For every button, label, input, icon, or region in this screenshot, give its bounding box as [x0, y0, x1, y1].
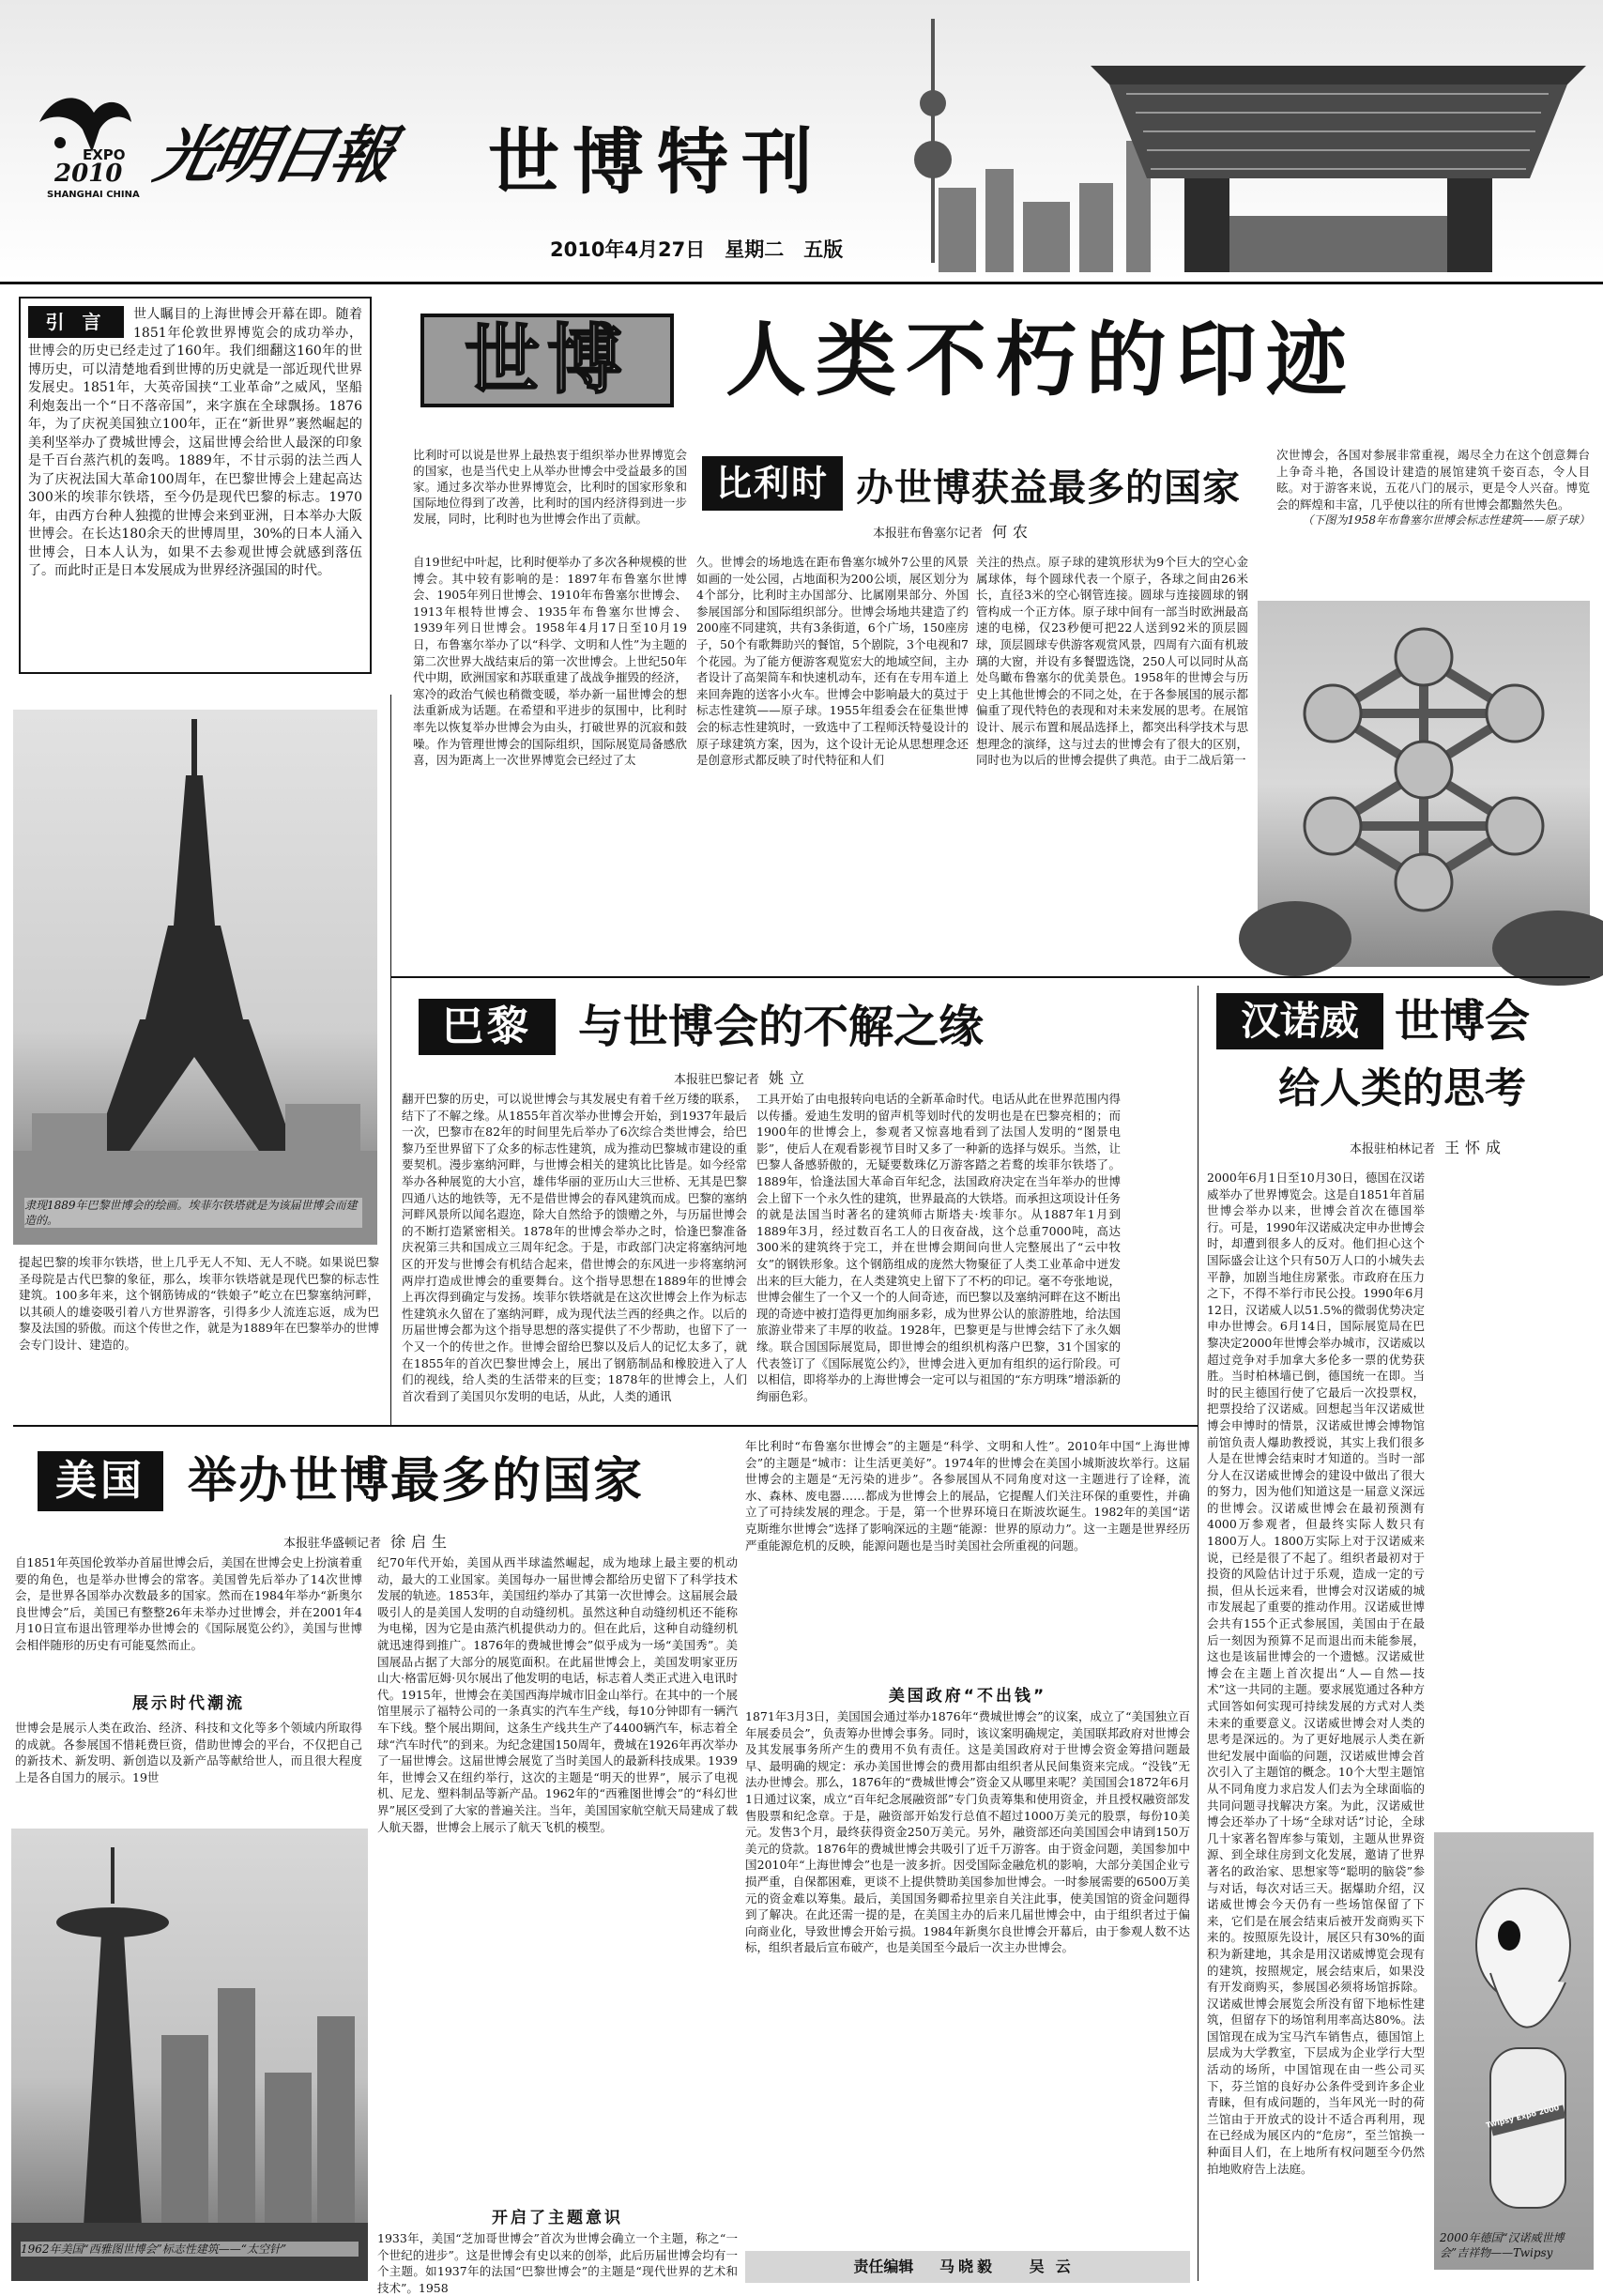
intro-text: [28, 306, 362, 665]
expo-logo-year: 2010: [54, 160, 123, 188]
editor-label: 责任编辑: [853, 2258, 914, 2275]
hanover-title-rest: 世博会: [1395, 995, 1531, 1048]
expo-logo: [26, 84, 148, 207]
twipsy-caption: 2000年德国“汉诺威世博会”吉祥物——Twipsy: [1440, 2231, 1565, 2259]
editor-name-1: 马晓毅: [939, 2258, 996, 2275]
usa-col-3-bottom: 1871年3月3日，美国国会通过举办1876年“费城世博会”的议案，成立了“美国独立百年展委员会”，负责筹办世博会事务。同时，该议案明确规定，美国联邦政府对世博会及其发展事务所产生的费用不负有责任。这是美国政府对于世博会资金筹措问题最早、最明确的规定：承办美国世博会的费用都由组织者从民间集资来完成。“没钱”无法办世博会。那么，1876年的“费城世博会”资金又从哪里来呢？美国国会1872年6月1日通过议案，成立“百年纪念展融资部”专门负责筹集和使用资金，并且授权融资部发售股票和纪念章。于是，融资部开始发行总值不超过1000万美元的股票，每份10美元。发售3个月，最终获得资金250万美元。另外，融资部还向美国国会申请到150万美元的贷款。1876年的费城世博会共吸引了近千万游客。由于资金问题，美国参加中国2010年“上海世博会”也是一波多折。因受国际金融危机的影响，大部分美国企业亏损严重，自保都困难，更谈不上提供赞助美国参加世博会。一时参展需要的6500万美元的资金难以筹集。最后，美国国务卿希拉里亲自关注此事，使美国馆的资金问题得到了解决。在此还需一提的是，在美国主办的后来几届世博会中，由于组织者过于偏向商业化，导致世博会开始亏损。1984年新奥尔良世博会开幕后，由于参观人数不达标，组织者最后宣布破产，也是美国至今最后一次主办世博会。: [745, 1709, 1190, 1955]
atomium-caption: （下图为1958年布鲁塞尔世博会标志性建筑——原子球）: [1302, 513, 1590, 528]
belgium-col-1: 自19世纪中叶起，比利时便举办了多次各种规模的世博会。其中较有影响的是：1897年布鲁塞尔世博会、1905年列日世博会、1910年布鲁塞尔世博会、1913年根特世博会、1935年布鲁塞尔世博会、1939年列日世博会。1958年4月17日至10月19日，布鲁塞尔举办了以“科学、文明和人性”为主题的第二次世界大战结束后的第一次世博会。上世纪50年代中期，欧洲国家和苏联重建了战战争摧毁的经济，寒冷的政治气候也稍微变暖，举办新一届世博会的想法重新成为话题。在希望和平进步的氛围中，比利时率先以恢复举办世博会为由头，打破世界的沉寂和鼓噪。作为管理世博会的国际组织，国际展览局备感欣喜，因为距离上一次世界博览会已经过了太: [413, 555, 687, 768]
usa-subhead-1: 展示时代潮流: [132, 1694, 245, 1713]
usa-byline: [283, 1530, 452, 1552]
intro-body: 世人瞩目的上海世博会开幕在即。随着1851年伦敦世界博览会的成功举办，世博会的历史已经走过了160年。我们细翻这160年的世博历史，可以清楚地看到世博的历史就是一部近现代世界发展史。1851年，大英帝国挟“工业革命”之威风，坚船利炮轰出一个“日不落帝国”，来字旗在全球飘扬。1876年，为了庆祝美国独立100年，正在“新世界”裹然崛起的美利坚举办了费城世博会，这届世博会给世人最深的印象是千百台蒸汽机的轰鸣。1889年，不甘示弱的法兰西人为了庆祝法国大革命100周年，在巴黎世博会上建起高达300米的埃菲尔铁塔，至今仍是现代巴黎的标志。1970年，由西方台种人独揽的世博会来到亚洲，日本举办大阪世博会。在长达180余天的世博周里，30%的日本人涌入世博会，日本人认为，如果不去参观世博会就感到落伍了。而此时正是日本发展成为世界经济强国的时代。: [28, 307, 362, 578]
belgium-col-4: [1276, 447, 1590, 597]
usa-col-3-top: 年比利时“布鲁塞尔世博会”的主题是“科学、文明和人性”。2010年中国“上海世博会”的主题是“城市：让生活更美好”。1974年的世博会在美国小城斯波坎举行。这届世博会的主题是“无污染的进步”。各参展国从不同角度对这一主题进行了诠释，流水、森林、废电器……都成为世博会上的展品，它提醒人们关注环保的重要性，并确立了可持续发展的理念。于是，第一个世界环境日在斯波坎诞生。1982年的美国“诺克斯维尔世博会”选择了影响深远的主题“能源：世界的原动力”。这一主题是世界经历严重能源危机的反映，能源问题也是当时美国社会所重视的问题。: [745, 1439, 1190, 1553]
hanover-byline-prefix: 本报驻柏林记者: [1350, 1142, 1436, 1156]
eiffel-caption: 隶现1889年巴黎世博会的绘画。埃菲尔铁塔就是为该届世博会而建造的。: [24, 1198, 362, 1228]
hanover-badge: 汉诺威: [1216, 993, 1383, 1049]
editor-box: [745, 2251, 1190, 2283]
main-badge-text: 世博: [465, 316, 630, 404]
paris-badge-box: [419, 999, 556, 1055]
space-needle-photo: [11, 1829, 368, 2281]
hanover-body: 2000年6月1日至10月30日，德国在汉诺威举办了世界博览会。这是自1851年首届世博会举办以来，世博会首次在德国举行。可是，1990年汉诺威决定申办世博会时，却遭到很多人的反对。他们担心这个国际盛会让这个只有50万人口的小城失去平静，加剧当地住房紧张。市政府在压力之下，不得不举行市民公投。1990年6月12日，汉诺威人以51.5%的微弱优势决定申办世博会。6月14日，国际展览局在巴黎决定2000年世博会举办城市，汉诺威以超过竞争对手加拿大多伦多一票的优势获胜。当时柏林墙已倒，德国统一在即。当时的民主德国行使了它最后一次投票权，把票投给了汉诺威。回想起当年汉诺威世博会申博时的情景，汉诺威世博会博物馆前馆负责人爆助教授说，其实上我们很多人是在世博会结束时才知道的。当时一部分人在汉诺威世博会的建设中做出了很大的努力，因为他们知道这是一届意义深远的世博会。汉诺威世博会在最初预测有4000万参观者，但最终实际人数只有1800万人。1800万实际上对于汉诺威来说，已经是很了不起了。组织者最初对于投资的风险估计过于乐观，造成一定的亏损，但从长远来看，世博会对汉诺威的城市发展起了重要的推动作用。汉诺威世博会共有155个正式参展国，美国由于在最后一刻因为预算不足而退出而未能参展，这也是该届世博会的一个遗憾。汉诺威世博会在主题上首次提出“人—自然—技术”这一共同的主题。要求展览通过各种方式回答如何实现可持续发展的方式对人类未来的重要意义。汉诺威世博会对人类的思考是深远的。为了更好地展示人类在新世纪发展中面临的问题，汉诺威世博会首次引入了主题馆的概念。10个大型主题馆从不同角度力求启发人们去为全球面临的共同问题寻找解决方案。为此，汉诺威世博会还举办了十场“全球对话”讨论，全球几十家著名智库参与策划，主题从世界资源、到全球住房到文化发展，邀请了世界著名的政治家、思想家等“聪明的脑袋”参与对话，每次对话三天。据爆助介绍，汉诺威世博会今天仍有一些场馆保留了下来，它们是在展会结束后被开发商购买下来的。按照原先设计，展区只有30%的面积为新建地，其余是用汉诺威博览会现有的建筑，按照规定，展会结束后，如果没有开发商购买，参展国必须将场馆拆除。汉诺威世博会展览会所没有留下地标性建筑，但留存下的场馆利用率高达80%。法国馆现在成为宝马汽车销售点，德国馆上层成为大学教室，下层成为企业学行大型活动的场所，中国馆现在由一些公司买下，芬兰馆的良好办公条件受到许多企业青睐，但有成问题的，当年风光一时的荷兰馆由于开放式的设计不适合再利用，现在已经成为展区内的“危房”，至兰馆换一种面目人们，在上地所有权问题至今仍然拍地败府告上法庭。: [1207, 1171, 1425, 2176]
paris-col-1: 翻开巴黎的历史，可以说世博会与其发展史有着千丝万缕的联系，结下了不解之缘。从1855年首次举办世博会开始，到1937年最后一次，巴黎市在82年的时间里先后举办了6次综合类世博会，给巴黎乃至世界留下了众多的标志性建筑，成为推动巴黎城市建设的重要契机。漫步塞纳河畔，与世博会相关的建筑比比皆是。如今经常举办各种展览的大小宫，雄伟华丽的亚历山大三世桥、无其是巴黎四通八达的地铁等，无不是借世博会的春风建筑而成。巴黎的塞纳河畔风景所以闻名遐迩，除大自然给予的馈赠之外，与历届世博会的不断打造紧密相关。1878年的世博会举办之时，恰逢巴黎准备庆祝第三共和国成立三周年纪念。于是，市政部门决定将塞纳河地区的开发与世博会有机结合起来，借世博会的东风进一步将塞纳河两岸打造成世博会的重要舞台。这个指导思想在1889年的世博会上再次得到确定与发扬。埃菲尔铁塔就是在这次世博会上作为标志性建筑永久留在了塞纳河畔，成为现代法兰西的经典之作。以后的历届世博会都为这个指导思想的落实提供了不少帮助，也留下了一个又一个的传世之作。世博会留给巴黎以及后人的记忆太多了，就在1855年的首次巴黎世博会上，展出了钢筋制品和橡胶进入了人们的视线，给人类的生活带来的巨变；1878年的世博会上，人们首次看到了美国贝尔发明的电话，从此，人类的通讯: [402, 1092, 747, 1403]
paris-col-2: 工具开始了由电报转向电话的全新革命时代。电话从此在世界范围内得以传播。爱迪生发明的留声机等划时代的发明也是在巴黎亮相的；而1900年的世博会上，参观者又惊喜地看到了法国人发明的“图景电影”，使后人在观看影视节目时又多了一种新的选择与娱乐。当然，让巴黎人备感骄傲的，无疑要数珠亿万游客踏之若鹜的埃菲尔铁塔了。1889年，恰逢法国大革命百年纪念，法国政府决定在当年举办的世博会上留下一个永久性的建筑，世界最高的大铁塔。而承担这项设计任务的就是法国当时著名的建筑师古斯塔夫·埃菲尔。从1887年1月到1889年3月，经过数百名工人的日夜奋战，这个总重7000吨，高达300米的建筑终于完工，并在世博会期间向世人完整展出了“云中牧女”的钢铁形象。这个钢筋组成的庞然大物聚征了人类工业革命中迸发出来的巨大能力，在人类建筑史上留下了不朽的印记。毫不夸张地说，世博会催生了一个又一个的人间奇迹，而巴黎以及塞纳河畔在这不断出现的奇迹中被打造得更加绚丽多彩，成为世界公认的旅游胜地，给法国旅游业带来了丰厚的收益。1928年，巴黎更是与世博会结下了永久姻缘。联合国国际展览局，即世博会的组织机构落户巴黎，31个国家的代表签订了《国际展览公约》，世博会进入更加有组织的运行阶段。可以相信，即将举办的上海世博会一定可以与祖国的“东方明珠”增添新的绚丽色彩。: [756, 1092, 1121, 1403]
atomium-icon: [1258, 601, 1590, 967]
hanover-byline-name: 王怀成: [1444, 1139, 1507, 1156]
belgium-col-2: 久。世博会的场地选在距布鲁塞尔城外7公里的风景如画的一处公园，占地面积为200公顷，展区划分为4个部分，比利时主办国部分、比属刚果部分、外国参展国部分和国际组织部分。世博会场地共建造了约200座不同建筑，共有3条街道，6个广场，150座房子，50个有歌舞助兴的餐馆，5个剧院，3个电视和7个花园。为了能方便游客观览宏大的地域空间，主办者设计了高架简车和快速机动车，还有在专用车道上来回奔跑的送客小火车。世博会中影响最大的莫过于标志性建筑——原子球。1955年组委会在征集世博会的标志性建筑时，一致选中了工程师沃特曼设计的原子球建筑方案，因为，这个设计无论从思想理念还是创意形式都反映了时代特征和人们: [696, 555, 969, 768]
paris-byline: [674, 1066, 810, 1088]
belgium-col-4-text: 次世博会，各国对参展非常重视，竭尽全力在这个创意舞台上争奇斗艳，各国设计建造的展馆建筑千姿百态，令人目眩。对于游客来说，五花八门的展示，更是令人兴奋。博览会的辉煌和丰富，几乎使以往的所有世博会都黯然失色。: [1276, 448, 1590, 512]
main-badge: [420, 314, 674, 407]
belgium-lead: 比利时可以说是世界上最热衷于组织举办世界博览会的国家，也是当代史上从举办世博会中受益最多的国家。通过多次举办世界博览会，比利时的国家形象和国际地位得到了改善，比利时的国内经济得到进一步发展，同时，比利时也为世博会作出了贡献。: [413, 448, 687, 526]
main-headline: [420, 306, 1584, 419]
hanover-byline: [1350, 1136, 1506, 1157]
usa-subhead-2: 开启了主题意识: [492, 2209, 623, 2227]
usa-byline-prefix: 本报驻华盛顿记者: [283, 1537, 382, 1551]
space-needle-caption: 1962年美国“西雅图世博会”标志性建筑——“太空针”: [21, 2242, 359, 2257]
paris-byline-prefix: 本报驻巴黎记者: [674, 1073, 760, 1087]
usa-title: 举办世博最多的国家: [188, 1452, 645, 1509]
intro-box: [19, 297, 372, 674]
usa-col-2: 纪70年代开始，美国从西半球溘然崛起，成为地球上最主要的机动动，最大的工业国家。美国每办一届世博会都给历史留下了科学技术发展的轨迹。1853年，美国纽约举办了其第一次世博会。这届展会最吸引人的是美国人发明的自动缝纫机。虽然这种自动缝纫机还不能称为电梯，因为它是由蒸汽机提供动力的。但在此后，这种自动缝纫机就迅速得到推广。1876年的费城世博会”似乎成为一场“美国秀”。美国展品占据了大部分的展览面积。在此届世博会上，美国发明家亚历山大·格雷厄姆·贝尔展出了他发明的电话，标志着人类正式进入电讯时代。1915年，世博会在美国西海岸城市旧金山举行。在其中的一个展馆里展示了福特公司的一条真实的汽车生产线，每10分钟即有一辆汽车下线。整个展出期间，这条生产线共生产了4400辆汽车，标志着全球“汽车时代”的到来。为纪念建国150周年，费城在1926年再次举办了一届世博会。这届世博会展览了当时美国人的最新科技成果。1939年，世博会又在纽约举行，这次的主题是“明天的世界”，展示了电视机、尼龙、塑料制品等新产品。1962年的“西雅图世博会”的“科幻世界”展区受到了大家的普遍关注。当年，美国国家航空航天局建成了载人航天器，世博会上展示了航天飞机的模型。: [377, 1555, 738, 1834]
belgium-title: 办世博获益最多的国家: [856, 467, 1241, 510]
skyline-illustration: [845, 0, 1603, 282]
paris-bottom-rule: [13, 1425, 1198, 1427]
paris-left-text: 提起巴黎的埃菲尔铁塔，世上几乎无人不知、无人不晓。如果说巴黎圣母院是古代巴黎的象征，那么，埃菲尔铁塔就是现代巴黎的标志性建筑。100多年来，这个钢筋铸成的“铁娘子”屹立在巴黎塞纳河畔，以其硕人的雄姿吸引着八方世界游客，引得多少人流连忘返，成为巴黎及法国的骄傲。而这个传世之作，就是为1889年在巴黎举办的世博会专门设计、建造的。: [19, 1255, 379, 1352]
china-pavilion-icon: [1091, 66, 1586, 272]
atomium-photo: [1258, 601, 1590, 967]
usa-byline-name: 徐启生: [390, 1533, 453, 1551]
hanover-headline: [1207, 986, 1590, 1126]
paris-badge-text: 巴黎: [442, 1003, 532, 1050]
editor-name-2: 吴云: [1029, 2258, 1082, 2275]
expo-emblem-icon: [26, 84, 148, 207]
section-title: 世博特刊: [488, 120, 826, 204]
usa-col-1-top: 自1851年英国伦敦举办首届世博会后，美国在世博会史上扮演着重要的角色，也是举办世博会的常客。美国曾先后举办了14次世博会，是世界各国举办次数最多的国家。然而在1984年举办“新奥尔良世博会”后，美国已有整整26年未举办过世博会，并在2001年4月10日宣布退出管理举办世博会的《国际展览公约》，美国与世博会相伴随形的历史有可能戛然而止。: [15, 1555, 362, 1652]
usa-col-2-bottom: 1933年，美国“芝加哥世博会”首次为世博会确立一个主题，称之“一个世纪的进步”。这是世博会有史以来的创举，此后历届世博会均有一个主题。如1937年的法国“巴黎世博会”的主题是“现代世界的艺术和技术”。1958: [377, 2231, 738, 2295]
main-title: 人类不朽的印迹: [725, 313, 1356, 407]
usa-subhead-3: 美国政府“不出钱”: [888, 1687, 1047, 1706]
paper-name: 光明日報: [148, 118, 398, 191]
twipsy-sash-text: Twipsy Expo 2000: [1485, 2103, 1561, 2130]
paris-headline: [419, 991, 1169, 1061]
paris-title: 与世博会的不解之缘: [578, 1001, 985, 1053]
intro-label: 引 言: [28, 306, 124, 338]
usa-badge: 美国: [38, 1451, 163, 1511]
eiffel-tower-icon: [13, 710, 377, 1245]
hanover-title-line2: 给人类的思考: [1278, 1064, 1526, 1112]
belgium-badge: 比利时: [702, 456, 843, 511]
expo-logo-bottom: SHANGHAI CHINA: [47, 190, 140, 200]
twipsy-photo: [1434, 1832, 1594, 2270]
belgium-col-3: 关注的热点。原子球的建筑形状为9个巨大的空心金属球体，每个圆球代表一个原子，各球之间由26米长，直径3米的空心钢管连接。圆球与连接圆球的钢管构成一个正方体。原子球中间有一部当时欧洲最高速的电梯，仅23秒便可把22人送到92米的顶层圆球，顶层圆球专供游客观赏风景，四周有六面有机玻璃的大窗，并设有多餐盟选饶，250人可以同时从高处鸟瞰布鲁塞尔的优美景色。1958年的世博会与历史上其他世博会的不同之处，在于各参展国的展示都偏重了现代特色的表现和对未来发展的思考。在展馆设计、展示布置和展品选择上，都突出科学技术与思想理念的演绎，这与过去的世博会有了很大的区别，同时也为以后的世博会提供了典范。由于二战后第一: [976, 555, 1248, 768]
date-line: 2010年4月27日 星期二 五版: [550, 238, 844, 261]
belgium-byline-prefix: 本报驻布鲁塞尔记者: [873, 527, 984, 541]
vertical-rule-left: [390, 695, 391, 1427]
usa-headline: [38, 1446, 732, 1521]
expo-logo-top: EXPO: [83, 146, 126, 163]
paris-byline-name: 姚立: [769, 1069, 811, 1087]
twipsy-mascot-icon: [1434, 1832, 1594, 2270]
usa-col-1-bottom: 世博会是展示人类在政治、经济、科技和文化等多个领域内所取得的成就。各参展国不惜耗费巨资，借助世博会的平台，不仅把自己的新技术、新发明、新创造以及新产品等献给世人，而且很大程度上是各自国力的展示。19世: [15, 1721, 362, 1784]
space-needle-icon: [11, 1829, 368, 2281]
belgium-byline-name: 何农: [992, 523, 1034, 541]
masthead-rule: [0, 282, 1603, 284]
belgium-bottom-rule: [390, 976, 1590, 978]
masthead: [0, 0, 1603, 282]
belgium-byline: [873, 520, 1033, 542]
eiffel-photo: [13, 710, 377, 1245]
